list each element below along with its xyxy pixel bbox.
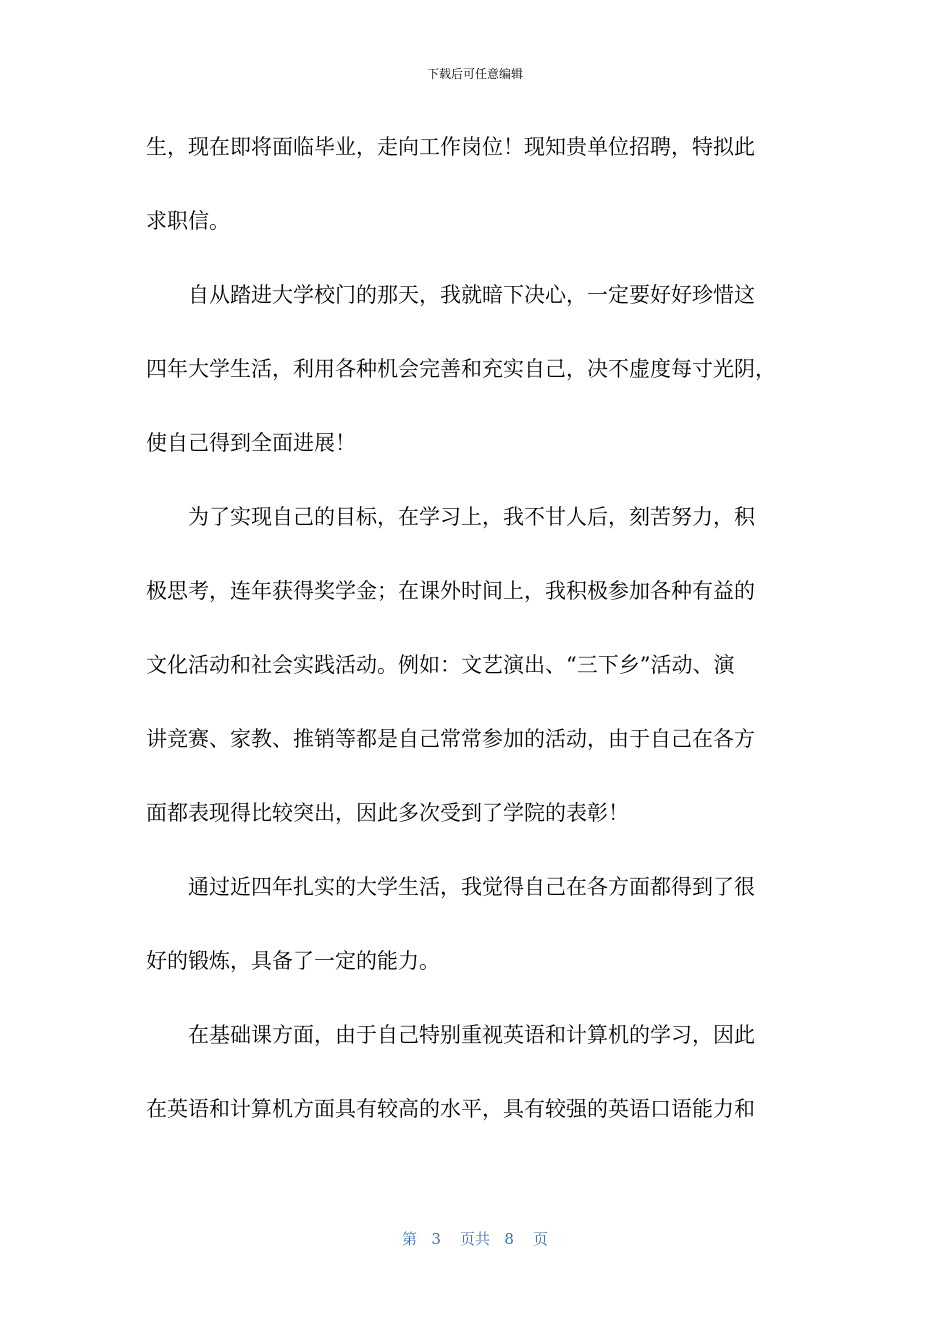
footer-prefix: 第 [402, 1230, 418, 1248]
text-line: 在基础课方面，由于自己特别重视英语和计算机的学习，因此 [146, 1023, 755, 1047]
text-line: 生，现在即将面临毕业，走向工作岗位！现知贵单位招聘，特拟此 [146, 135, 755, 159]
text-line: 通过近四年扎实的大学生活，我觉得自己在各方面都得到了很 [146, 875, 755, 899]
text-line: 为了实现自己的目标，在学习上，我不甘人后，刻苦努力，积 [146, 505, 755, 529]
text-line: 自从踏进大学校门的那天，我就暗下决心，一定要好好珍惜这 [146, 283, 755, 307]
text-line: 极思考，连年获得奖学金；在课外时间上，我积极参加各种有益的 [146, 579, 755, 603]
document-body [146, 110, 798, 1146]
current-page-number: 3 [431, 1230, 441, 1248]
page-header: 下载后可任意编辑 [426, 67, 523, 81]
text-line: 好的锻炼，具备了一定的能力。 [146, 949, 440, 973]
footer-middle: 页共 [459, 1230, 490, 1248]
footer-suffix: 页 [532, 1230, 548, 1248]
text-line: 求职信。 [146, 209, 230, 233]
text-line: 四年大学生活，利用各种机会完善和充实自己，决不虚度每寸光阴， [146, 357, 776, 381]
text-line: 在英语和计算机方面具有较高的水平，具有较强的英语口语能力和 [146, 1097, 755, 1121]
text-line: 使自己得到全面进展！ [146, 431, 356, 455]
page-footer [0, 1228, 950, 1250]
text-line: 讲竞赛、家教、推销等都是自己常常参加的活动，由于自己在各方 [146, 727, 755, 751]
text-line: 文化活动和社会实践活动。例如：文艺演出、“三下乡”活动、演 [146, 653, 735, 677]
text-line: 面都表现得比较突出，因此多次受到了学院的表彰！ [146, 801, 629, 825]
total-pages-number: 8 [504, 1230, 514, 1248]
